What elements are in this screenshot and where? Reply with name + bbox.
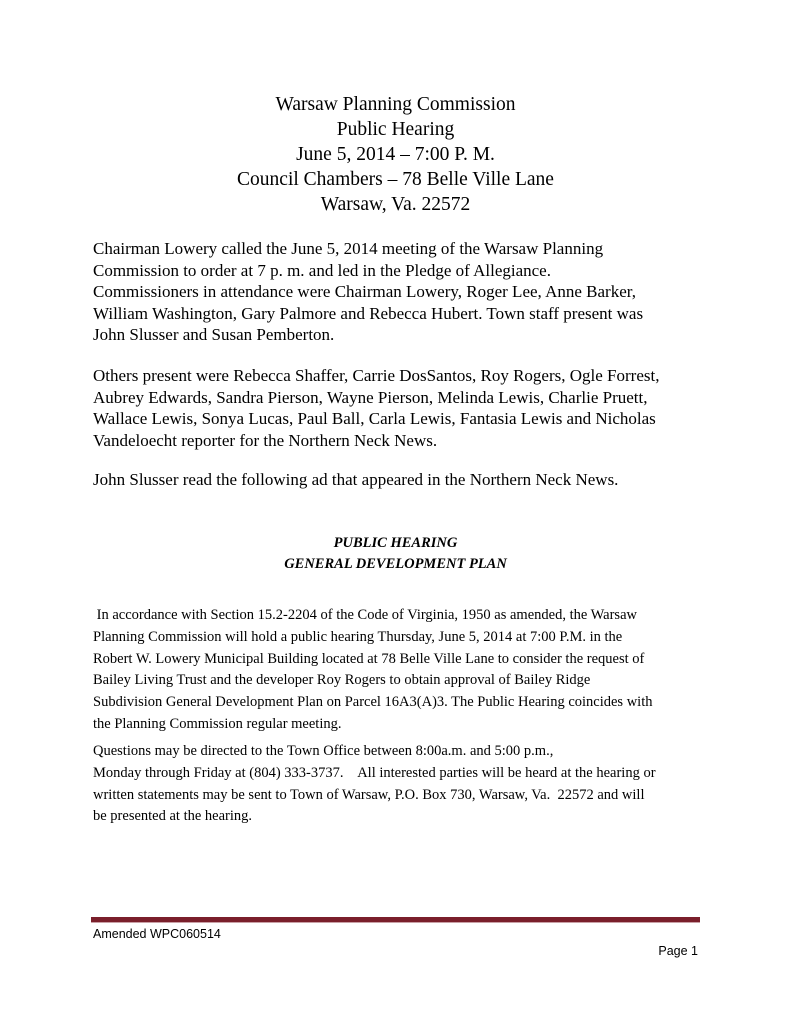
text-line: written statements may be sent to Town of Warsaw, P.O. Box 730, Warsaw, Va. 22572 and will <box>93 786 645 803</box>
text-line: Subdivision General Development Plan on Parcel 16A3(A)3. The Public Hearing coincides with <box>93 694 653 711</box>
footer-rule <box>91 917 700 923</box>
text-line: be presented at the hearing. <box>93 808 253 825</box>
text-line: John Slusser and Susan Pemberton. <box>93 325 335 344</box>
text-line: the Planning Commission regular meeting. <box>93 715 342 732</box>
text-line: Robert W. Lowery Municipal Building located at 78 Belle Ville Lane to consider the request of <box>93 650 645 667</box>
text-line: Wallace Lewis, Sonya Lucas, Paul Ball, Carla Lewis, Fantasia Lewis and Nicholas <box>93 409 656 428</box>
text-line: Others present were Rebecca Shaffer, Carrie DosSantos, Roy Rogers, Ogle Forrest, <box>93 366 660 385</box>
page-number: Page 1 <box>658 944 698 958</box>
footer-document-id: Amended WPC060514 <box>93 927 221 941</box>
document-header <box>0 92 791 217</box>
header-subtitle: Public Hearing <box>336 119 455 140</box>
text-line: In accordance with Section 15.2-2204 of the Code of Virginia, 1950 as amended, the Warsaw <box>93 607 637 623</box>
ad-title-line-2: GENERAL DEVELOPMENT PLAN <box>284 556 507 572</box>
text-line: Aubrey Edwards, Sandra Pierson, Wayne Pierson, Melinda Lewis, Charlie Pruett, <box>93 387 648 407</box>
text-line: Bailey Living Trust and the developer Roy Rogers to obtain approval of Bailey Ridge <box>93 672 591 689</box>
ad-paragraph-questions <box>93 741 713 828</box>
ad-title-line-1: PUBLIC HEARING <box>333 535 458 551</box>
text-line: Vandeloecht reporter for the Northern Neck News. <box>93 430 438 450</box>
text-line: Chairman Lowery called the June 5, 2014 meeting of the Warsaw Planning <box>93 239 604 258</box>
text-line: John Slusser read the following ad that appeared in the Northern Neck News. <box>93 470 619 489</box>
text-line: Commission to order at 7 p. m. and led in the Pledge of Allegiance. <box>93 260 551 280</box>
ad-paragraph-notice <box>93 605 713 736</box>
text-line: Questions may be directed to the Town Office between 8:00a.m. and 5:00 p.m., <box>93 743 554 759</box>
text-line: William Washington, Gary Palmore and Rebecca Hubert. Town staff present was <box>93 303 644 323</box>
paragraph-others-present <box>93 365 713 451</box>
ad-title <box>0 533 791 575</box>
header-city: Warsaw, Va. 22572 <box>320 194 471 215</box>
text-line: Commissioners in attendance were Chairman Lowery, Roger Lee, Anne Barker, <box>93 282 636 301</box>
paragraph-ad-intro <box>93 469 713 491</box>
text-line: Monday through Friday at (804) 333-3737. All interested parties will be heard at the hearing or <box>93 764 656 781</box>
header-date: June 5, 2014 – 7:00 P. M. <box>296 144 495 165</box>
header-location: Council Chambers – 78 Belle Ville Lane <box>237 169 554 190</box>
text-line: Planning Commission will hold a public hearing Thursday, June 5, 2014 at 7:00 P.M. in the <box>93 628 623 645</box>
paragraph-call-to-order <box>93 238 713 346</box>
header-title: Warsaw Planning Commission <box>275 94 516 115</box>
